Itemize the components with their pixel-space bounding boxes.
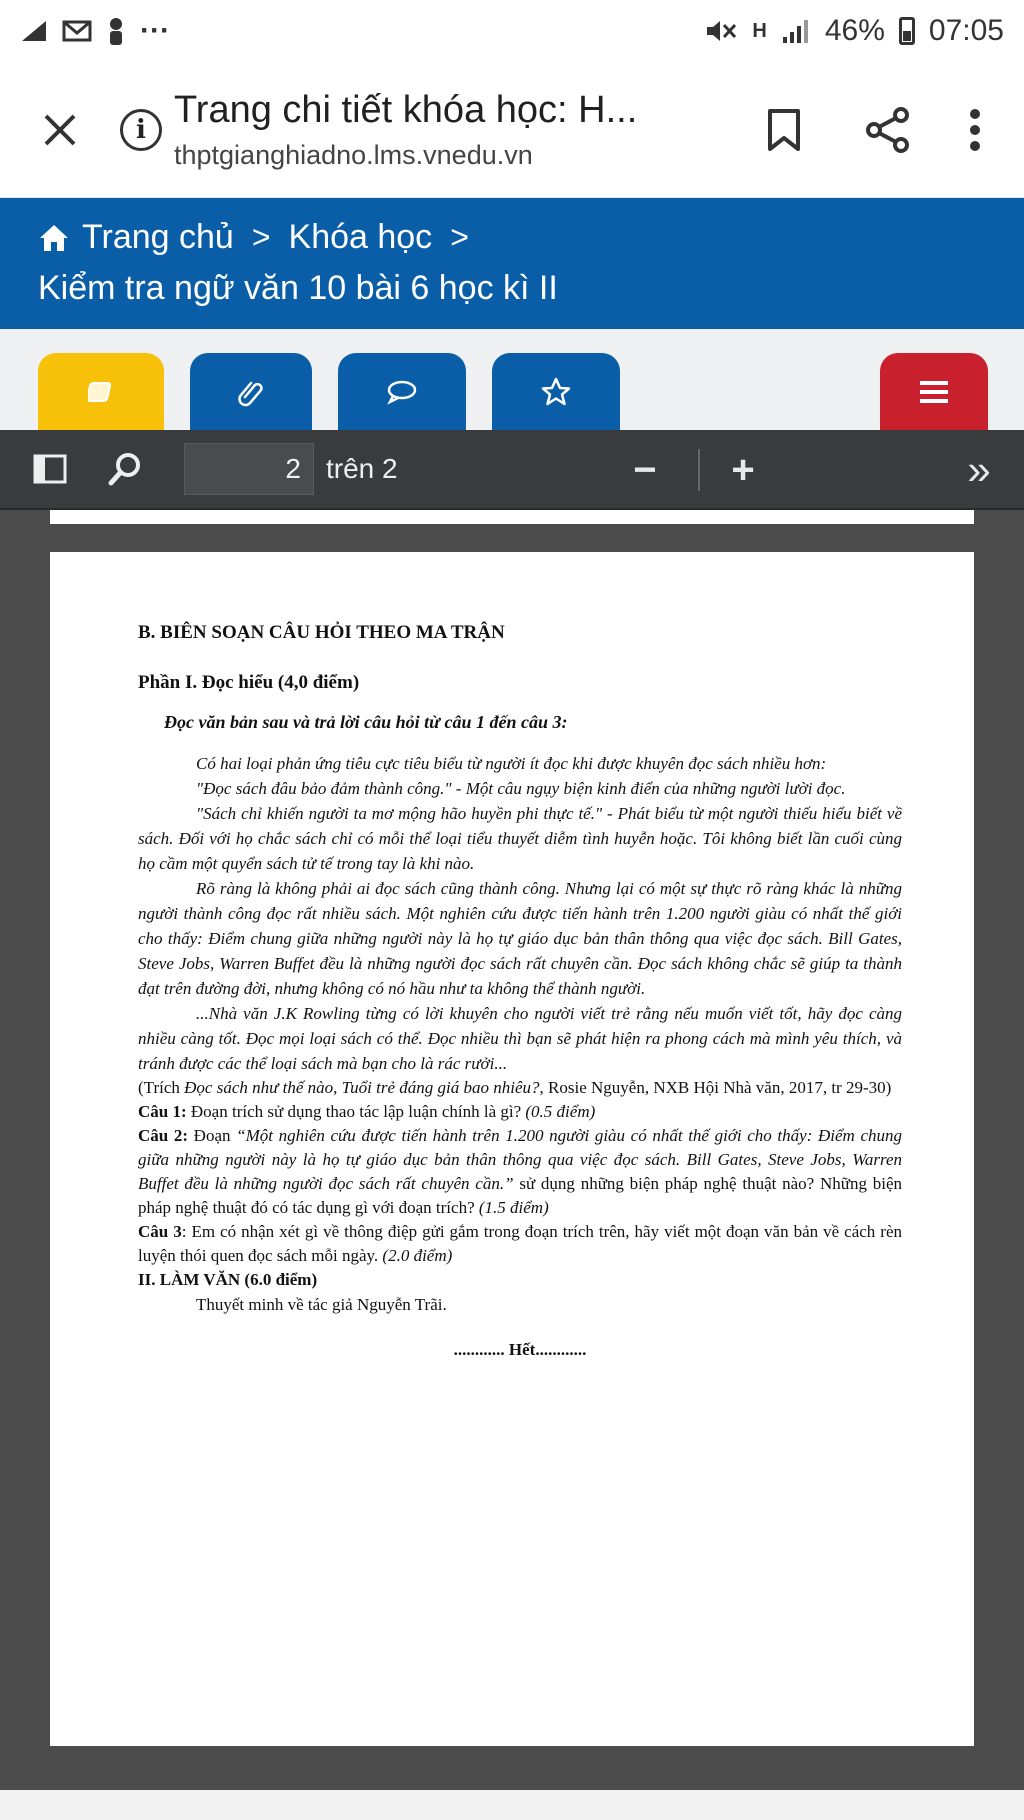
signal-triangle-icon [20,19,48,43]
citation-title: Đọc sách như thế nào, Tuổi trẻ đáng giá bao nhiêu? [184,1078,540,1097]
star-icon [541,377,571,407]
question-text: : Em có nhận xét gì về thông điệp gửi gắm trong đoạn trích trên, hãy viết một đoạn văn bản về cách rèn luyện thói quen đọc sách mỗi ngày. [138,1222,902,1265]
more-vertical-icon [969,108,981,152]
end-mark: ............ Hết............ [453,1340,587,1359]
tab-attachments[interactable] [190,353,312,430]
page-url: thptgianghiadno.lms.vnedu.vn [174,139,533,170]
instruction: Đọc văn bản sau và trả lời câu hỏi từ câu 1 đến câu 3: [164,712,568,732]
overflow-menu-button[interactable] [940,85,1010,175]
more-notifications: ··· [140,14,170,47]
breadcrumb-home[interactable]: Trang chủ [82,218,234,256]
more-tools-button[interactable]: » [967,446,991,493]
passage-paragraph: ...Nhà văn J.K Rowling từng có lời khuyên cho người viết trẻ rằng nếu muốn viết tốt, hãy đọc càng nhiều càng tốt. Đọc mọi loại sách có thể. Đọc nhiều thì bạn sẽ phát hiện ra phong cách mà mình yêu thích, và tránh được các thể loại sách mà bạn cho là rác rưởi... [138,1004,902,1073]
status-right [704,14,1004,48]
browser-actions [732,85,1024,175]
address-block[interactable] [174,89,732,171]
course-title: Kiểm tra ngữ văn 10 bài 6 học kì II [38,269,558,307]
question-label: Câu 1: [138,1102,187,1121]
question-text: Đoạn trích sử dụng thao tác lập luận chính là gì? [186,1102,526,1121]
question-points: (0.5 điểm) [525,1102,596,1121]
search-icon [108,452,142,486]
breadcrumb-separator: > [251,219,271,255]
citation [138,1076,902,1100]
section-heading: B. BIÊN SOẠN CÂU HỎI THEO MA TRẬN [138,622,505,643]
tab-menu[interactable] [880,353,988,430]
status-left [20,14,170,48]
pdf-page [50,552,974,1746]
zoom-in-button[interactable]: + [731,447,755,492]
passage-paragraph: "Đọc sách đâu bảo đảm thành công." - Một câu ngụy biện kinh điển của những người lười đọc. [196,779,846,798]
home-icon [38,223,70,253]
close-icon [40,110,80,150]
zoom-controls [610,430,768,510]
part-2-heading: II. LÀM VĂN (6.0 điểm) [138,1270,318,1289]
page-title: Trang chi tiết khóa học: H... [174,88,638,131]
sidebar-toggle-button[interactable] [0,429,100,509]
zoom-out-button[interactable]: − [633,447,657,492]
breadcrumb-banner [0,198,1024,329]
comment-icon [386,379,418,405]
tab-content[interactable] [38,353,164,430]
paperclip-icon [237,377,265,407]
pdf-toolbar [0,430,1024,510]
page-total: trên 2 [326,453,398,484]
book-icon [88,381,114,403]
part-heading: Phần I. Đọc hiểu (4,0 điểm) [138,672,360,693]
browser-header [0,62,1024,198]
question-1 [138,1100,902,1124]
passage-paragraph: Rõ ràng là không phải ai đọc sách cũng thành công. Nhưng lại có một sự thực rõ ràng khác là những người thành công đọc rất nhiều sách. Một nghiên cứu được tiến hành trên 1.200 người giàu có nhất thế giới cho thấy: Điểm chung giữa những người này là họ tự giáo dục bản thân thông qua việc đọc sách. Bill Gates, Steve Jobs, Warren Buffet đều là những người đọc sách rất chuyên cần. Đọc sách không chắc sẽ giúp ta thành đạt trên đường đời, nhưng không có nó hầu như ta không thể thành người. [138,879,902,998]
breadcrumb-separator: > [450,219,469,255]
sidebar-icon [33,454,67,484]
course-tab-strip [0,329,1024,430]
question-points: (2.0 điểm) [382,1246,453,1265]
question-label: Câu 3 [138,1222,182,1241]
status-bar [0,0,1024,62]
bookmark-icon [767,108,801,152]
question-text: sử dụng những biện pháp nghệ thuật nào? Những biện pháp nghệ thuật đó có tác dụng gì với đoạn trích? [138,1174,902,1217]
person-icon [106,17,126,45]
signal-bars-icon [781,17,811,45]
mute-icon [704,17,738,45]
previous-page-edge [50,510,974,524]
tab-favorites[interactable] [492,353,620,430]
citation-prefix: (Trích [138,1078,185,1097]
bottom-edge [0,1790,1024,1820]
question-text: Đoạn [188,1126,237,1145]
question-label: Câu 2: [138,1126,189,1145]
document-viewer[interactable] [0,510,1024,1790]
question-2 [138,1124,902,1220]
breadcrumb [38,218,986,257]
search-button[interactable] [100,429,150,509]
battery-icon [899,17,915,45]
menu-icon [919,379,949,405]
mail-icon [62,19,92,43]
close-button[interactable] [0,62,120,198]
share-icon [865,106,911,154]
info-icon[interactable]: i [120,109,162,151]
question-3 [138,1220,902,1268]
toolbar-divider [698,449,700,491]
clock: 07:05 [928,14,1004,47]
page-number-input[interactable]: 2 [184,443,314,495]
breadcrumb-courses[interactable]: Khóa học [288,218,433,256]
battery-percent: 46% [824,14,885,47]
citation-suffix: , Rosie Nguyễn, NXB Hội Nhà văn, 2017, tr 29-30) [539,1078,892,1097]
share-button[interactable] [836,85,940,175]
bookmark-button[interactable] [732,85,836,175]
part-2-task: Thuyết minh về tác giả Nguyễn Trãi. [196,1295,447,1314]
question-points: (1.5 điểm) [478,1198,549,1217]
question-quote: “Một nghiên cứu được tiến hành trên 1.200 người giàu có nhất thế giới cho thấy: Điểm chung giữa những người này là họ tự giáo dục bản thân thông qua việc đọc sách. Bill Gates, Steve Jobs, Warren Buffet đều là những người đọc sách rất chuyên cần.” [138,1126,902,1193]
tab-comments[interactable] [338,353,466,430]
passage-paragraph: "Sách chỉ khiến người ta mơ mộng hão huyền phi thực tế." - Phát biểu từ một người thiếu hiểu biết về sách. Đối với họ chắc sách chỉ có mỗi thể loại tiểu thuyết diễm tình huyễn hoặc. Tôi không biết lần cuối cùng họ cầm một quyển sách tử tế trong tay là khi nào. [138,804,902,873]
network-type: H [752,19,767,42]
passage-paragraph: Có hai loại phản ứng tiêu cực tiêu biểu từ người ít đọc khi được khuyên đọc sách nhiều hơn: [196,754,827,773]
